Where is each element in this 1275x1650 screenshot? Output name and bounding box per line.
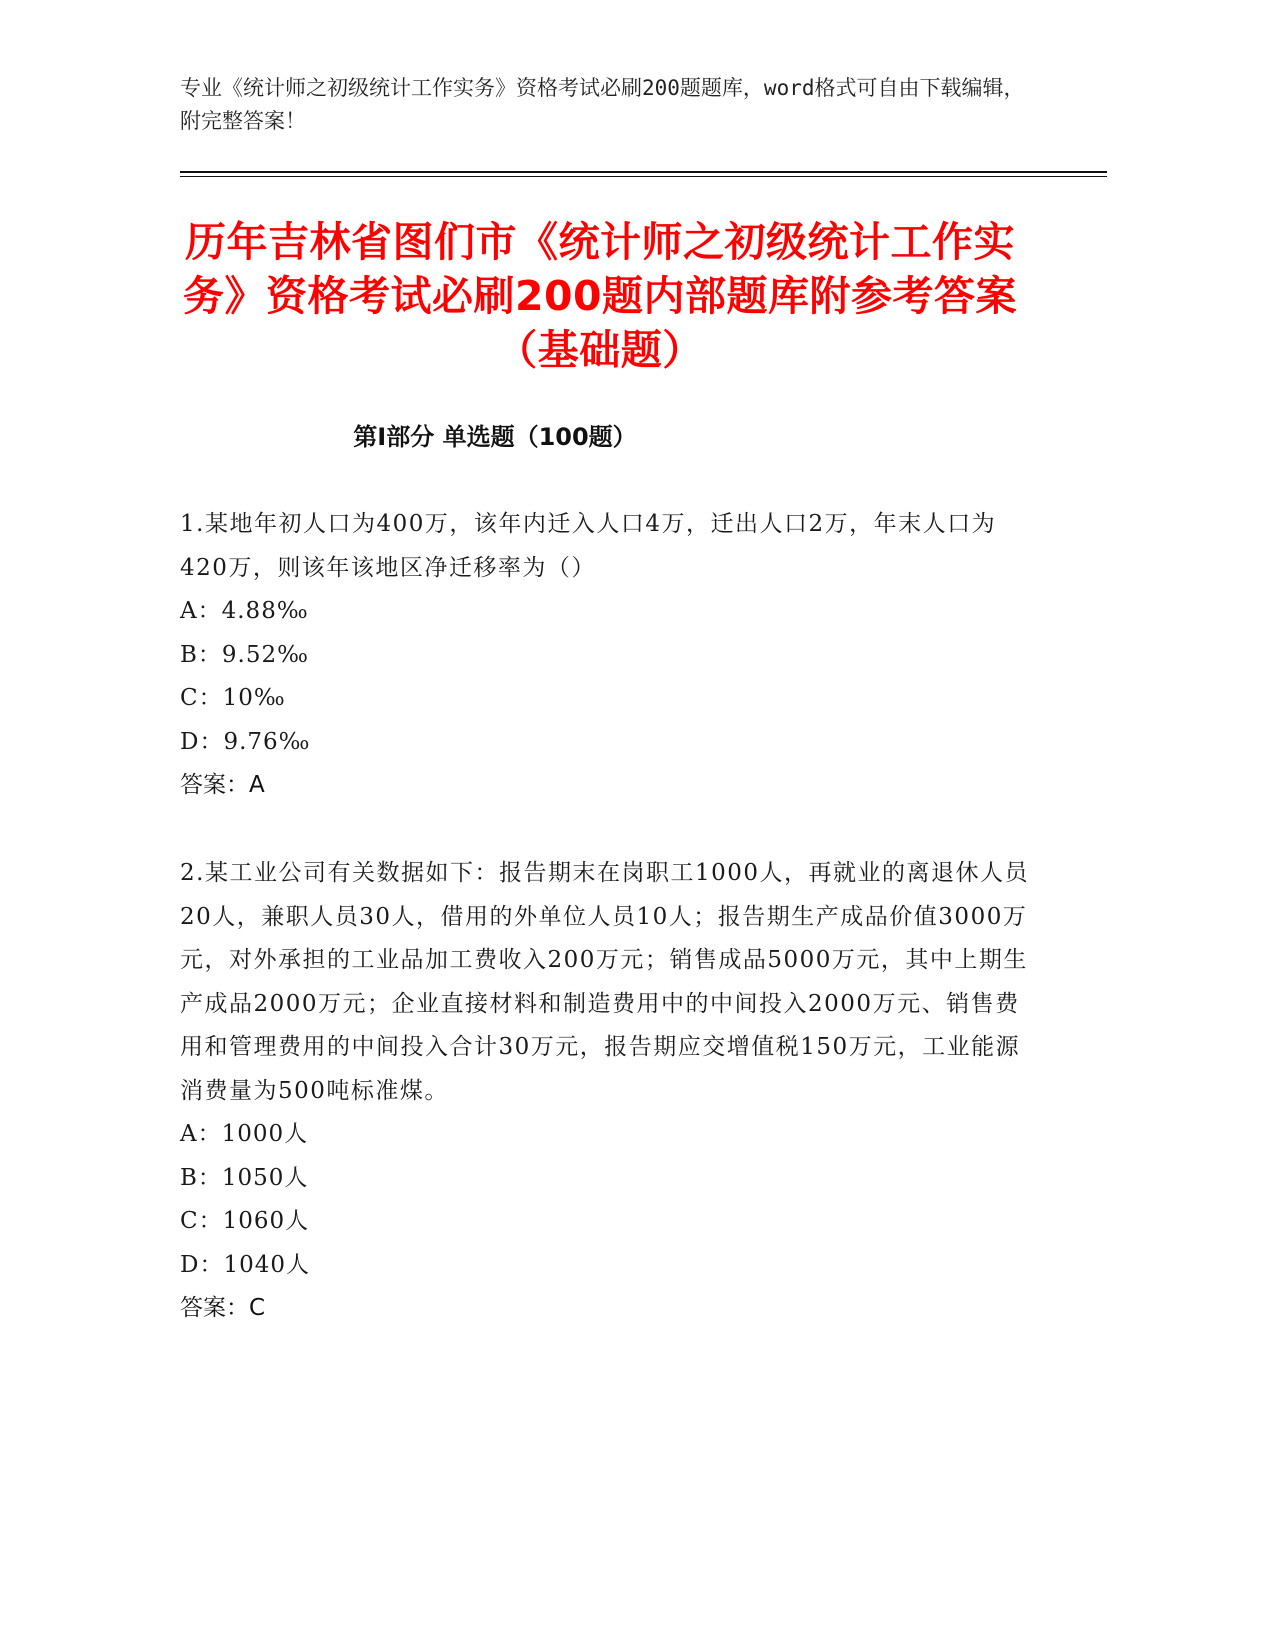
option-a: A：4.88‰	[180, 598, 309, 624]
question-1	[180, 503, 1040, 808]
option-d: D：9.76‰	[180, 728, 311, 755]
question-2	[180, 852, 1040, 1331]
option-a: A：1000人	[180, 1121, 309, 1147]
option-b: B：1050人	[180, 1164, 309, 1191]
question-stem: 2.某工业公司有关数据如下：报告期末在岗职工1000人，再就业的离退休人员20人，兼职人员30人，借用的外单位人员10人；报告期生产成品价值3000万元，对外承担的工业品加工费收入200万元；销售成品5000万元，其中上期生产成品2000万元；企业直接材料和制造费用中的中间投入2000万元、销售费用和管理费用的中间投入合计30万元，报告期应交增值税150万元，工业能源消费量为500吨标准煤。	[180, 860, 1029, 1104]
option-b: B：9.52‰	[180, 641, 309, 668]
option-d: D：1040人	[180, 1251, 310, 1278]
header-note: 专业《统计师之初级统计工作实务》资格考试必刷200题题库，word格式可自由下载编辑，附完整答案！	[180, 76, 1025, 133]
section-heading: 第Ⅰ部分 单选题（100题）	[353, 423, 637, 451]
option-c: C：1060人	[180, 1208, 310, 1234]
header-divider-thick	[180, 171, 1107, 173]
option-c: C：10‰	[180, 685, 286, 711]
question-stem: 1.某地年初人口为400万，该年内迁入人口4万，迁出人口2万，年末人口为420万，则该年该地区净迁移率为（）	[180, 511, 997, 581]
answer-line: 答案：A	[180, 772, 265, 798]
header-divider-thin	[180, 176, 1107, 177]
document-title: 历年吉林省图们市《统计师之初级统计工作实务》资格考试必刷200题内部题库附参考答案（基础题）	[182, 218, 1018, 374]
answer-line: 答案：C	[180, 1295, 266, 1321]
